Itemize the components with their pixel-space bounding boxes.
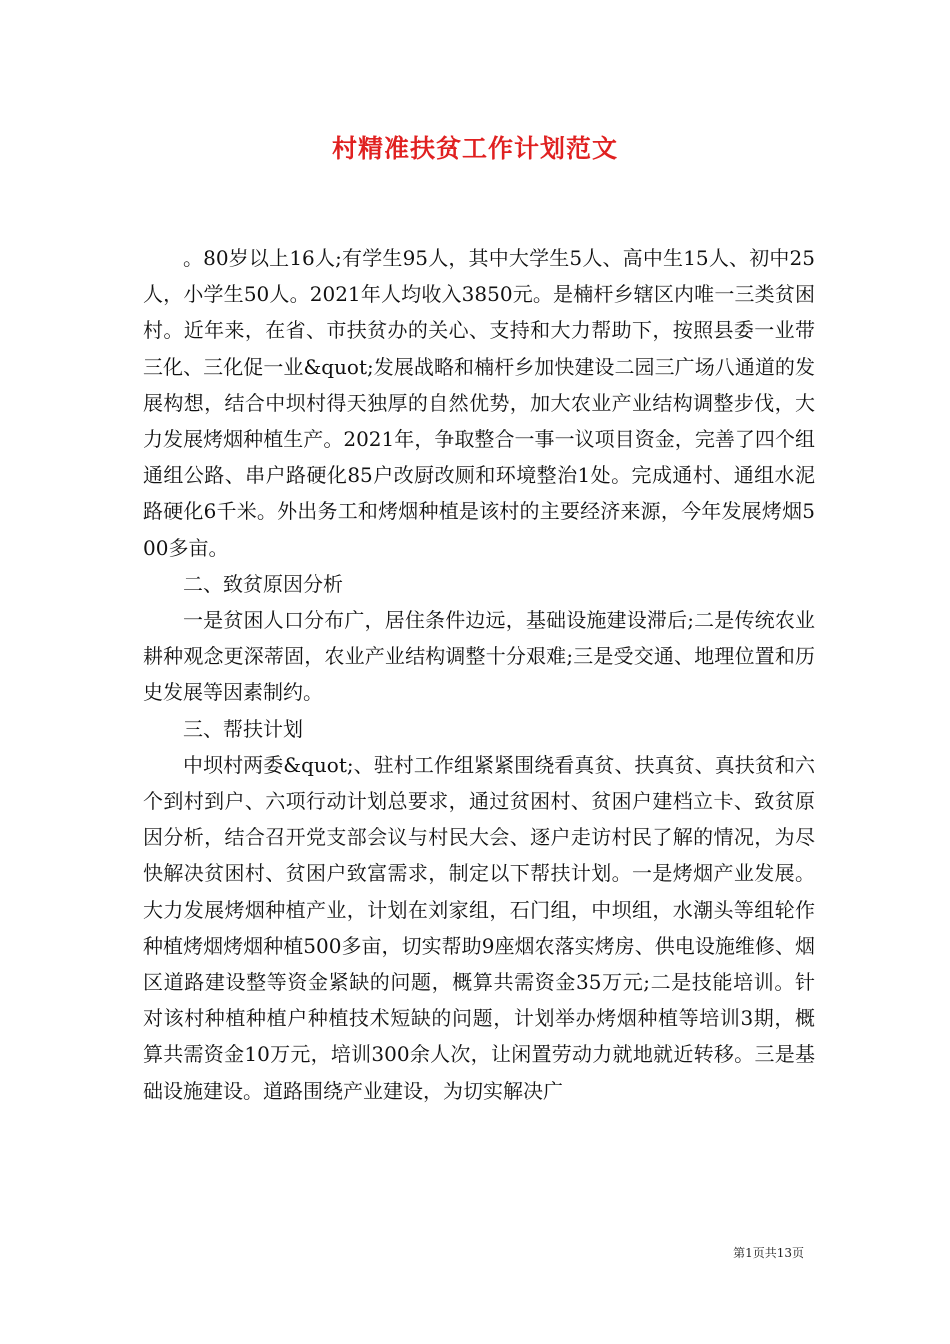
page-number-footer: 第1页共13页 xyxy=(733,1246,804,1260)
document-body xyxy=(143,240,815,1109)
document-title: 村精准扶贫工作计划范文 xyxy=(331,134,618,163)
paragraph-background: 。80岁以上16人;有学生95人，其中大学生5人、高中生15人、初中25人，小学生50人。2021年人均收入3850元。是楠杆乡辖区内唯一三类贫困村。近年来，在省、市扶贫办的关心、支持和大力帮助下，按照县委一业带三化、三化促一业&quot;发展战略和楠杆乡加快建设二园三广场八通道的发展构想，结合中坝村得天独厚的自然优势，加大农业产业结构调整步伐，大力发展烤烟种植生产。2021年，争取整合一事一议项目资金，完善了四个组通组公路、串户路硬化85户改厨改厕和环境整治1处。完成通村、通组水泥路硬化6千米。外出务工和烤烟种植是该村的主要经济来源，今年发展烤烟500多亩。 xyxy=(143,246,815,560)
paragraph-poverty-causes: 一是贫困人口分布广，居住条件边远，基础设施建设滞后;二是传统农业耕种观念更深蒂固，农业产业结构调整十分艰难;三是受交通、地理位置和历史发展等因素制约。 xyxy=(143,608,815,705)
section-heading-assistance-plan: 三、帮扶计划 xyxy=(183,716,303,741)
section-heading-poverty-causes: 二、致贫原因分析 xyxy=(183,571,343,596)
paragraph-assistance-plan: 中坝村两委&quot;、驻村工作组紧紧围绕看真贫、扶真贫、真扶贫和六个到村到户、六项行动计划总要求，通过贫困村、贫困户建档立卡、致贫原因分析，结合召开党支部会议与村民大会、逐户走访村民了解的情况，为尽快解决贫困村、贫困户致富需求，制定以下帮扶计划。一是烤烟产业发展。大力发展烤烟种植产业，计划在刘家组，石门组，中坝组，水潮头等组轮作种植烤烟烤烟种植500多亩，切实帮助9座烟农落实烤房、供电设施维修、烟区道路建设整等资金紧缺的问题，概算共需资金35万元;二是技能培训。针对该村种植种植户种植技术短缺的问题，计划举办烤烟种植等培训3期，概算共需资金10万元，培训300余人次，让闲置劳动力就地就近转移。三是基础设施建设。道路围绕产业建设，为切实解决广 xyxy=(143,752,815,1103)
